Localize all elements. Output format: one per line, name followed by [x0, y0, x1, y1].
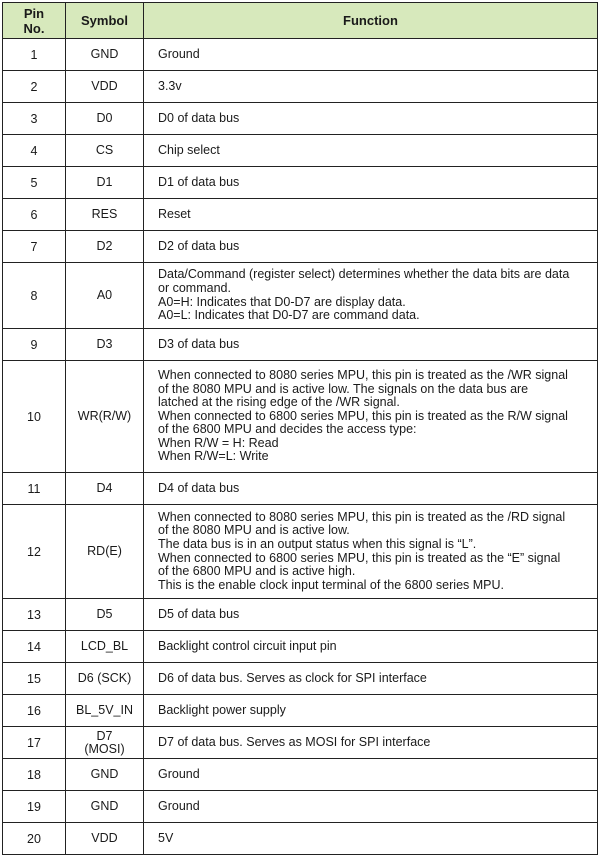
- pin-function: [144, 39, 598, 71]
- table-row: [3, 135, 598, 167]
- function-line: 5V: [158, 830, 174, 845]
- header-symbol: Symbol: [66, 3, 144, 39]
- pin-number: 8: [3, 263, 66, 329]
- pin-symbol: GND: [66, 791, 144, 823]
- pin-number: 14: [3, 631, 66, 663]
- table-row: [3, 103, 598, 135]
- pin-function: [144, 329, 598, 361]
- function-line: Ground: [158, 798, 200, 813]
- function-line: of the 6800 MPU and is active high.: [158, 564, 356, 579]
- pin-function: [144, 695, 598, 727]
- function-line: Backlight control circuit input pin: [158, 638, 337, 653]
- function-line: Reset: [158, 206, 191, 221]
- pin-number: 20: [3, 823, 66, 855]
- table-row: [3, 167, 598, 199]
- pin-number: 19: [3, 791, 66, 823]
- table-row: [3, 823, 598, 855]
- function-line: When connected to 8080 series MPU, this pin is treated as the /WR signal: [158, 367, 568, 382]
- pin-symbol: RES: [66, 199, 144, 231]
- function-line: When connected to 8080 series MPU, this pin is treated as the /RD signal: [158, 509, 566, 524]
- table-row: [3, 329, 598, 361]
- table-row: [3, 759, 598, 791]
- function-line: D6 of data bus. Serves as clock for SPI interface: [158, 670, 427, 685]
- pin-function: [144, 167, 598, 199]
- function-line: When connected to 6800 series MPU, this pin is treated as the R/W signal: [158, 408, 568, 423]
- pin-symbol: D1: [66, 167, 144, 199]
- pin-symbol: BL_5V_IN: [66, 695, 144, 727]
- function-line: The data bus is in an output status when this signal is “L”.: [158, 536, 477, 551]
- pin-number: 17: [3, 727, 66, 759]
- pin-symbol: VDD: [66, 71, 144, 103]
- table-row: [3, 199, 598, 231]
- function-line: D5 of data bus: [158, 606, 240, 621]
- pin-number: 15: [3, 663, 66, 695]
- pin-symbol: CS: [66, 135, 144, 167]
- function-line: A0=L: Indicates that D0-D7 are command data.: [158, 308, 420, 323]
- function-line: D7 of data bus. Serves as MOSI for SPI interface: [158, 734, 431, 749]
- pin-number: 13: [3, 599, 66, 631]
- pin-number: 10: [3, 361, 66, 473]
- pin-number: 3: [3, 103, 66, 135]
- pin-symbol: A0: [66, 263, 144, 329]
- table-row: [3, 361, 598, 473]
- pin-number: 5: [3, 167, 66, 199]
- pin-function: [144, 631, 598, 663]
- pin-function: [144, 823, 598, 855]
- function-line: Data/Command (register select) determines whether the data bits are data: [158, 267, 570, 282]
- function-line: When R/W = H: Read: [158, 435, 279, 450]
- function-line: When connected to 6800 series MPU, this pin is treated as the “E” signal: [158, 550, 561, 565]
- function-line: Ground: [158, 46, 200, 61]
- pin-symbol: RD(E): [66, 505, 144, 599]
- pin-table: [2, 2, 598, 855]
- function-line: of the 8080 MPU and is active low. The signals on the data bus are: [158, 381, 529, 396]
- pin-symbol: D6 (SCK): [66, 663, 144, 695]
- pin-function: [144, 473, 598, 505]
- pin-number: 2: [3, 71, 66, 103]
- table-row: [3, 505, 598, 599]
- function-line: A0=H: Indicates that D0-D7 are display data.: [158, 294, 406, 309]
- table-row: [3, 231, 598, 263]
- pin-number: 6: [3, 199, 66, 231]
- pin-function: [144, 791, 598, 823]
- table-row: [3, 71, 598, 103]
- pin-function: [144, 599, 598, 631]
- pin-number: 1: [3, 39, 66, 71]
- table-row: [3, 599, 598, 631]
- header-pin-no-label: Pin No.: [23, 5, 45, 36]
- function-line: Backlight power supply: [158, 702, 286, 717]
- pin-number: 7: [3, 231, 66, 263]
- header-function: Function: [144, 3, 598, 39]
- pin-symbol: VDD: [66, 823, 144, 855]
- table-row: [3, 473, 598, 505]
- pin-function: [144, 727, 598, 759]
- table-row: [3, 791, 598, 823]
- table-row: [3, 39, 598, 71]
- table-row: [3, 663, 598, 695]
- pin-number: 18: [3, 759, 66, 791]
- function-line: Chip select: [158, 142, 220, 157]
- pin-function: [144, 663, 598, 695]
- pin-function: [144, 231, 598, 263]
- pin-symbol: WR(R/W): [66, 361, 144, 473]
- function-line: D2 of data bus: [158, 238, 240, 253]
- table-row: [3, 263, 598, 329]
- header-pin-no: [3, 3, 66, 39]
- function-line: D0 of data bus: [158, 110, 240, 125]
- function-line: of the 8080 MPU and is active low.: [158, 523, 350, 538]
- pin-symbol: D0: [66, 103, 144, 135]
- table-row: [3, 695, 598, 727]
- pin-symbol: GND: [66, 759, 144, 791]
- function-line: of the 6800 MPU and decides the access type:: [158, 422, 417, 437]
- pin-function: [144, 71, 598, 103]
- pin-function: [144, 759, 598, 791]
- pin-symbol: LCD_BL: [66, 631, 144, 663]
- pin-function: [144, 199, 598, 231]
- pin-symbol: D3: [66, 329, 144, 361]
- function-line: Ground: [158, 766, 200, 781]
- function-line: latched at the rising edge of the /WR signal.: [158, 395, 400, 410]
- header-row: [3, 3, 598, 39]
- pin-function: [144, 505, 598, 599]
- pin-symbol: D4: [66, 473, 144, 505]
- pin-number: 9: [3, 329, 66, 361]
- pin-function: [144, 135, 598, 167]
- function-line: or command.: [158, 280, 231, 295]
- function-line: This is the enable clock input terminal of the 6800 series MPU.: [158, 577, 505, 592]
- function-line: D3 of data bus: [158, 336, 240, 351]
- pin-function: [144, 103, 598, 135]
- pin-function: [144, 263, 598, 329]
- pin-symbol: D7 (MOSI): [66, 727, 144, 759]
- table-row: [3, 631, 598, 663]
- pin-number: 4: [3, 135, 66, 167]
- pin-number: 12: [3, 505, 66, 599]
- function-line: 3.3v: [158, 78, 182, 93]
- pin-number: 16: [3, 695, 66, 727]
- table-row: [3, 727, 598, 759]
- pin-function: [144, 361, 598, 473]
- function-line: D4 of data bus: [158, 480, 240, 495]
- table-body: [3, 39, 598, 855]
- pin-number: 11: [3, 473, 66, 505]
- pin-symbol: D5: [66, 599, 144, 631]
- function-line: D1 of data bus: [158, 174, 240, 189]
- function-line: When R/W=L: Write: [158, 449, 269, 464]
- pin-symbol: GND: [66, 39, 144, 71]
- pin-symbol: D2: [66, 231, 144, 263]
